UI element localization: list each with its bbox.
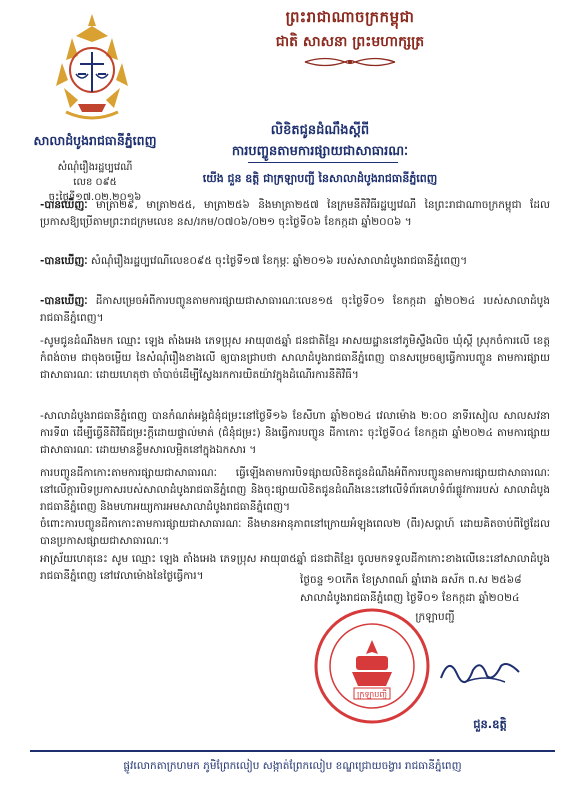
paragraph-1-label: -បានឃើញៈ: [40, 199, 88, 211]
signer-title: ក្រឡាបញ្ជី: [415, 611, 455, 623]
signer-name: ជួន.ឧត្តិ: [473, 717, 507, 731]
court-emblem-logo: [52, 8, 132, 128]
paragraph-3: [40, 293, 550, 327]
paragraph-2-label: -បានឃើញៈ: [40, 255, 88, 267]
case-date: ចុះថ្ងៃទី១៧.០២.២០១៦: [48, 192, 142, 203]
document-title: លិខិតជូនដំណឹងស្តីពី: [270, 123, 370, 138]
paragraph-3-label: -បានឃើញៈ: [40, 295, 88, 307]
paragraph-3-text: ដីកាសម្រេចអំពីការបញ្ចូនតាមការផ្សាយជាសាធារណៈលេខ១៥ ចុះថ្ងៃទី០១ ខែកក្កដា ឆ្នាំ២០២៤ របស់សាលាដំបូងរាជធានីភ្នំពេញ។: [40, 295, 550, 324]
paragraph-5: -សាលាដំបូងរាជធានីភ្នំពេញ បានកំណត់អង្គជំនុំជម្រះនៅថ្ងៃទី១៦ ខែសីហា ឆ្នាំ២០២៤ វេលាម៉ោង ២:០០ នាទីរសៀល សាលសវនាការទី៣ ដើម្បីធ្វើនីតិវិធីជម្រះក្តីដោយផ្ទាល់មាត់ (ជំនុំជម្រះ) និងធ្វើការបញ្ចូន ដីកាកោះ ចុះថ្ងៃទី០៤ ខែកក្កដា ឆ្នាំ២០២៤ តាមការផ្សាយជាសាធារណៈ ដោយមានខ្លឹមសារលម្អិតនៅក្នុងឯកសារ ។: [40, 410, 550, 456]
ornament-divider: [300, 55, 400, 69]
footer-rule: [30, 750, 555, 752]
handwritten-signature: [435, 652, 525, 688]
paragraph-2: [40, 253, 550, 270]
lunar-date: ថ្ងៃចន្ទ ១០កើត ខែស្រាពណ៍ ឆ្នាំរោង ឆស័ក ព.ស ២៥៦៨: [300, 574, 522, 586]
document-subject: ការបញ្ចូនតាមការផ្សាយជាសាធារណៈ: [231, 144, 409, 159]
title-underline: [248, 162, 398, 163]
paragraph-2-text: សំណុំរឿងរដ្ឋប្បវេណីលេខ០៩៥ ចុះថ្ងៃទី១៧ ខែកុម្ភៈ ឆ្នាំ២០១៦ របស់សាលាដំបូងរាជធានីភ្នំពេញ។: [90, 255, 468, 267]
paragraph-8-text: អាស្រ័យហេតុនេះ សូម ឈ្មោះ ឡេង តាំងអេង ភេទប្រុស អាយុ៣៥ឆ្នាំ ជនជាតិខ្មែរ ចូលមកទទួលដីកាកោះខាងលើនេះនៅសាលាដំបូងរាជធានីភ្នំពេញ នៅវេលាម៉ោងនៃថ្ងៃធ្វើការ។: [40, 553, 550, 582]
solar-date: សាលាដំបូងរាជធានីភ្នំពេញ ថ្ងៃទី០១ ខែកក្កដា ឆ្នាំ២០២៤: [300, 592, 520, 604]
national-motto: ជាតិ សាសនា ព្រះមហាក្សត្រ: [275, 34, 425, 50]
court-name: សាលាដំបូងរាជធានីភ្នំពេញ: [33, 133, 157, 148]
paragraph-7: ចំពោះការបញ្ចូនដីកាកោះតាមការផ្សាយជាសាធារណៈ នឹងមានអានុភាពនៅក្រោយអំឡុងពេល២ (ពីរ)សប្តាហ៍ ដោយគិតចាប់ពីថ្ងៃដែលបានប្រកាសផ្សាយជាសាធារណៈ។: [40, 518, 550, 547]
paragraph-1-text: មាត្រា២៩, មាត្រា២៥៥, មាត្រា២៥៦ និងមាត្រា២៥៧ នៃក្រមនីតិវិធីរដ្ឋប្បវេណី នៃព្រះរាជាណាចក្រកម្ពុជា ដែលប្រកាសឱ្យប្រើតាមព្រះរាជក្រមលេខ នស/រកម/០៧០៦/០២១ ចុះថ្ងៃទី០៦ ខែកក្កដា ឆ្នាំ២០០៦ ។: [40, 199, 550, 228]
seal-center-text: ក្រឡាបញ្ជី: [357, 690, 387, 699]
case-number: លេខ ០៩៥: [73, 177, 117, 188]
paragraph-1: [40, 197, 550, 231]
case-ref: សំណុំរឿងរដ្ឋប្បវេណី: [57, 162, 133, 173]
kingdom-heading: ព្រះរាជាណាចក្រកម្ពុជា: [285, 8, 415, 26]
paragraph-4: -សូមជូនដំណឹងមក ឈ្មោះ ឡេង តាំងអេង ភេទប្រុស អាយុ៣៥ឆ្នាំ ជនជាតិខ្មែរ អាសយដ្ឋាននៅភូមិស្ទឹងលិច ឃុំស្តី ស្រុកចំការលើ ខេត្តកំពង់ចាម ជាចុងចម្លើយ នៃសំណុំរឿងខាងលើ ឲ្យបានជ្រាបថា សាលាដំបូងរាជធានីភ្នំពេញ បានសម្រេចឲ្យធ្វើការបញ្ចូន តាមការផ្សាយជាសាធារណៈ ដោយហេតុថា ចាំបាច់ដើម្បីស្វែងរកការយិតយ៉ាវក្នុងដំណើរការនីតិវិធី។: [40, 335, 550, 381]
footer-address: ផ្លូវលោកតាក្រហមក ភូមិព្រែកលៀប សង្កាត់ព្រែកលៀប ខណ្ឌជ្រោយចង្វារ រាជធានីភ្នំពេញ: [123, 760, 462, 772]
paragraph-6: ការបញ្ចូនដីកាកោះតាមការផ្សាយជាសាធារណៈ ធ្វើឡើងតាមការបិទផ្សាយលិខិតជូនដំណឹងអំពីការបញ្ចូនតាមការផ្សាយជាសាធារណៈ នៅលើក្តារបិទប្រកាសរបស់សាលាដំបូងរាជធានីភ្នំពេញ និងចុះផ្សាយលិខិតជូនដំណឹងនេះនៅលើទំព័រគេហទំព័រផ្លូវការរបស់ សាលាដំបូងរាជធានីភ្នំពេញ និងមហាអយ្យការអមសាលាដំបូងរាជធានីភ្នំពេញ។: [40, 467, 550, 513]
issuer-line: យើង ជួន ឧត្តិ ជាក្រឡាបញ្ជី នៃសាលាដំបូងរាជធានីភ្នំពេញ: [202, 172, 438, 185]
